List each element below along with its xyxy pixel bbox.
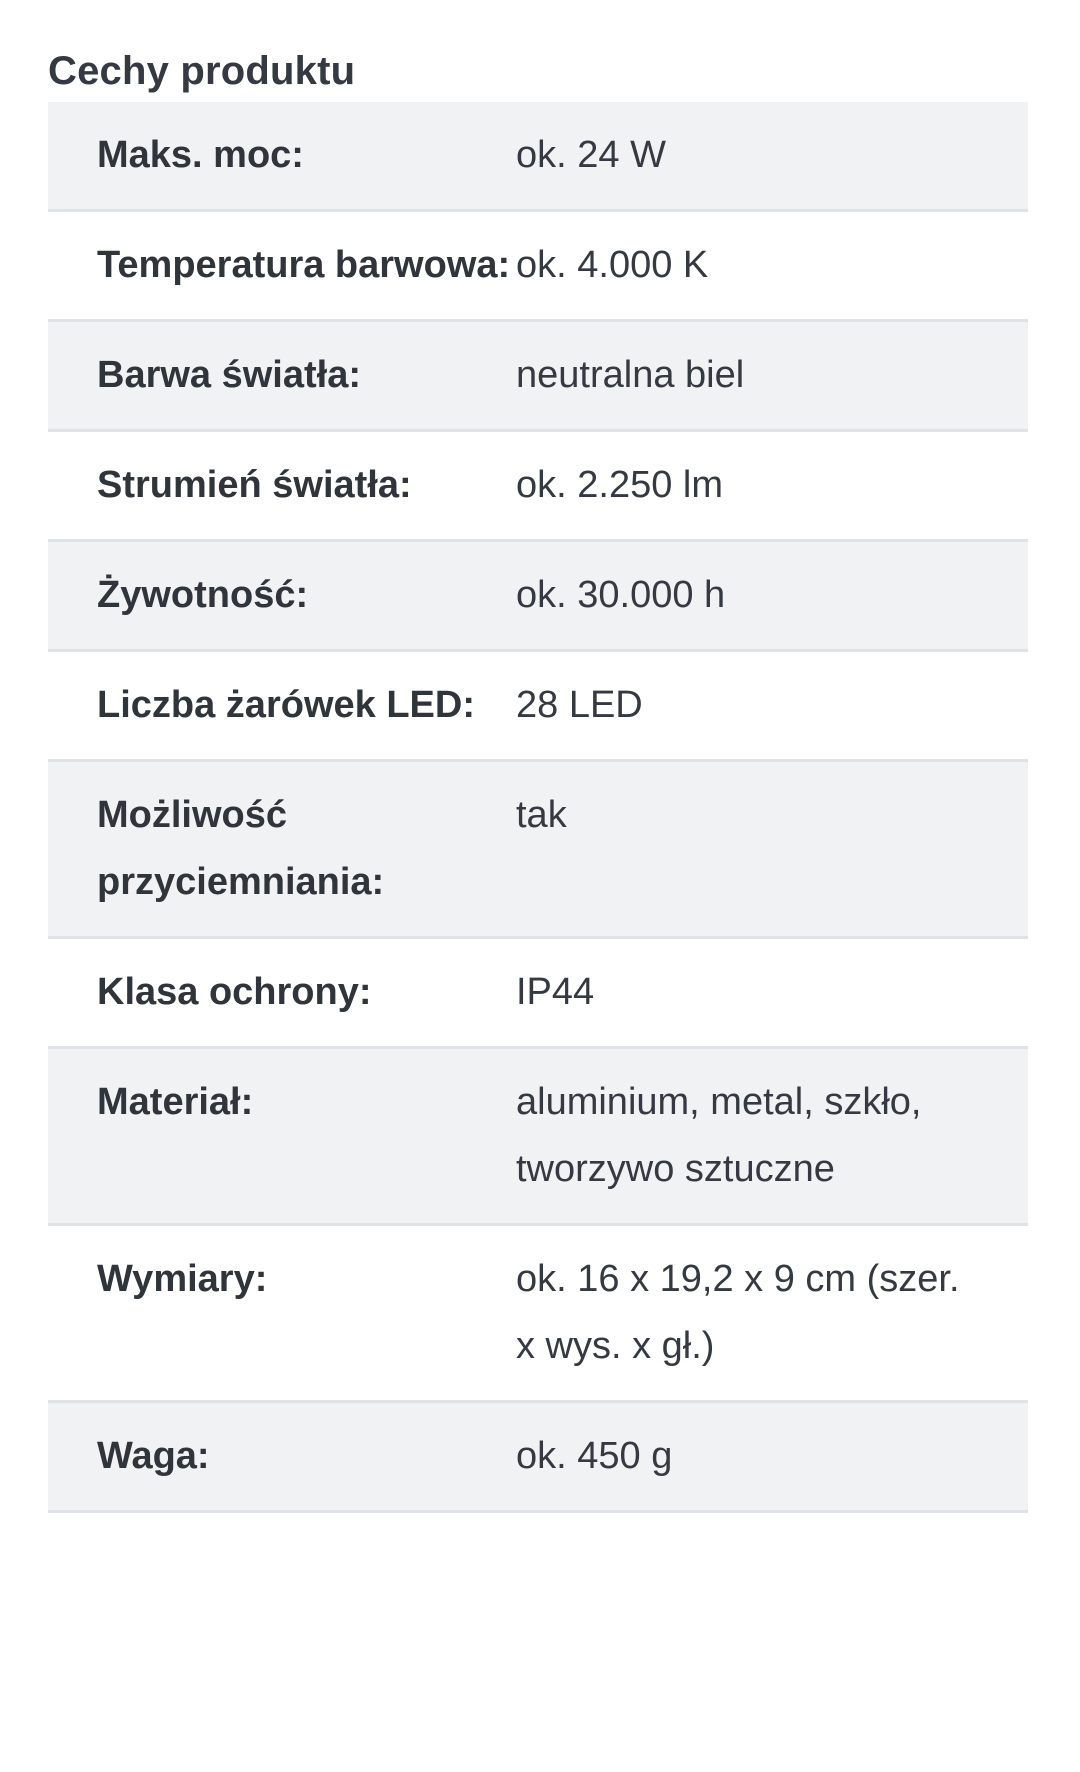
table-row-weight	[48, 1403, 1028, 1513]
row-value: ok. 4.000 K	[516, 244, 709, 286]
row-label: Maks. moc:	[97, 134, 304, 176]
table-row-dimensions	[48, 1226, 1028, 1403]
row-label: Barwa światła:	[97, 354, 361, 396]
row-value: ok. 30.000 h	[516, 574, 726, 616]
row-label: Wymiary:	[97, 1258, 268, 1300]
product-features-table	[48, 102, 1028, 1513]
row-label: Żywotność:	[97, 574, 309, 616]
row-label: Temperatura barwowa:	[97, 244, 511, 286]
row-value: IP44	[516, 971, 595, 1013]
row-value: ok. 16 x 19,2 x 9 cm (szer. x wys. x gł.)	[516, 1258, 960, 1367]
row-label: Klasa ochrony:	[97, 971, 372, 1013]
row-label: Możliwość przyciemniania:	[97, 794, 385, 903]
table-row-color-temperature	[48, 212, 1028, 322]
product-features-section	[48, 40, 1028, 1513]
table-row-max-power	[48, 102, 1028, 212]
row-value: 28 LED	[516, 684, 643, 726]
table-row-material	[48, 1049, 1028, 1226]
row-value: neutralna biel	[516, 354, 745, 396]
table-row-dimmable	[48, 762, 1028, 939]
row-value: aluminium, metal, szkło, tworzywo sztuczne	[516, 1081, 922, 1190]
table-row-lifetime	[48, 542, 1028, 652]
table-row-protection-class	[48, 939, 1028, 1049]
table-row-luminous-flux	[48, 432, 1028, 542]
row-label: Waga:	[97, 1435, 210, 1477]
row-value: ok. 24 W	[516, 134, 666, 176]
row-label: Liczba żarówek LED:	[97, 684, 475, 726]
row-value: tak	[516, 794, 567, 836]
row-value: ok. 2.250 lm	[516, 464, 723, 506]
table-row-led-count	[48, 652, 1028, 762]
row-label: Materiał:	[97, 1081, 254, 1123]
table-row-light-color	[48, 322, 1028, 432]
row-label: Strumień światła:	[97, 464, 412, 506]
section-title: Cechy produktu	[48, 49, 356, 93]
row-value: ok. 450 g	[516, 1435, 673, 1477]
